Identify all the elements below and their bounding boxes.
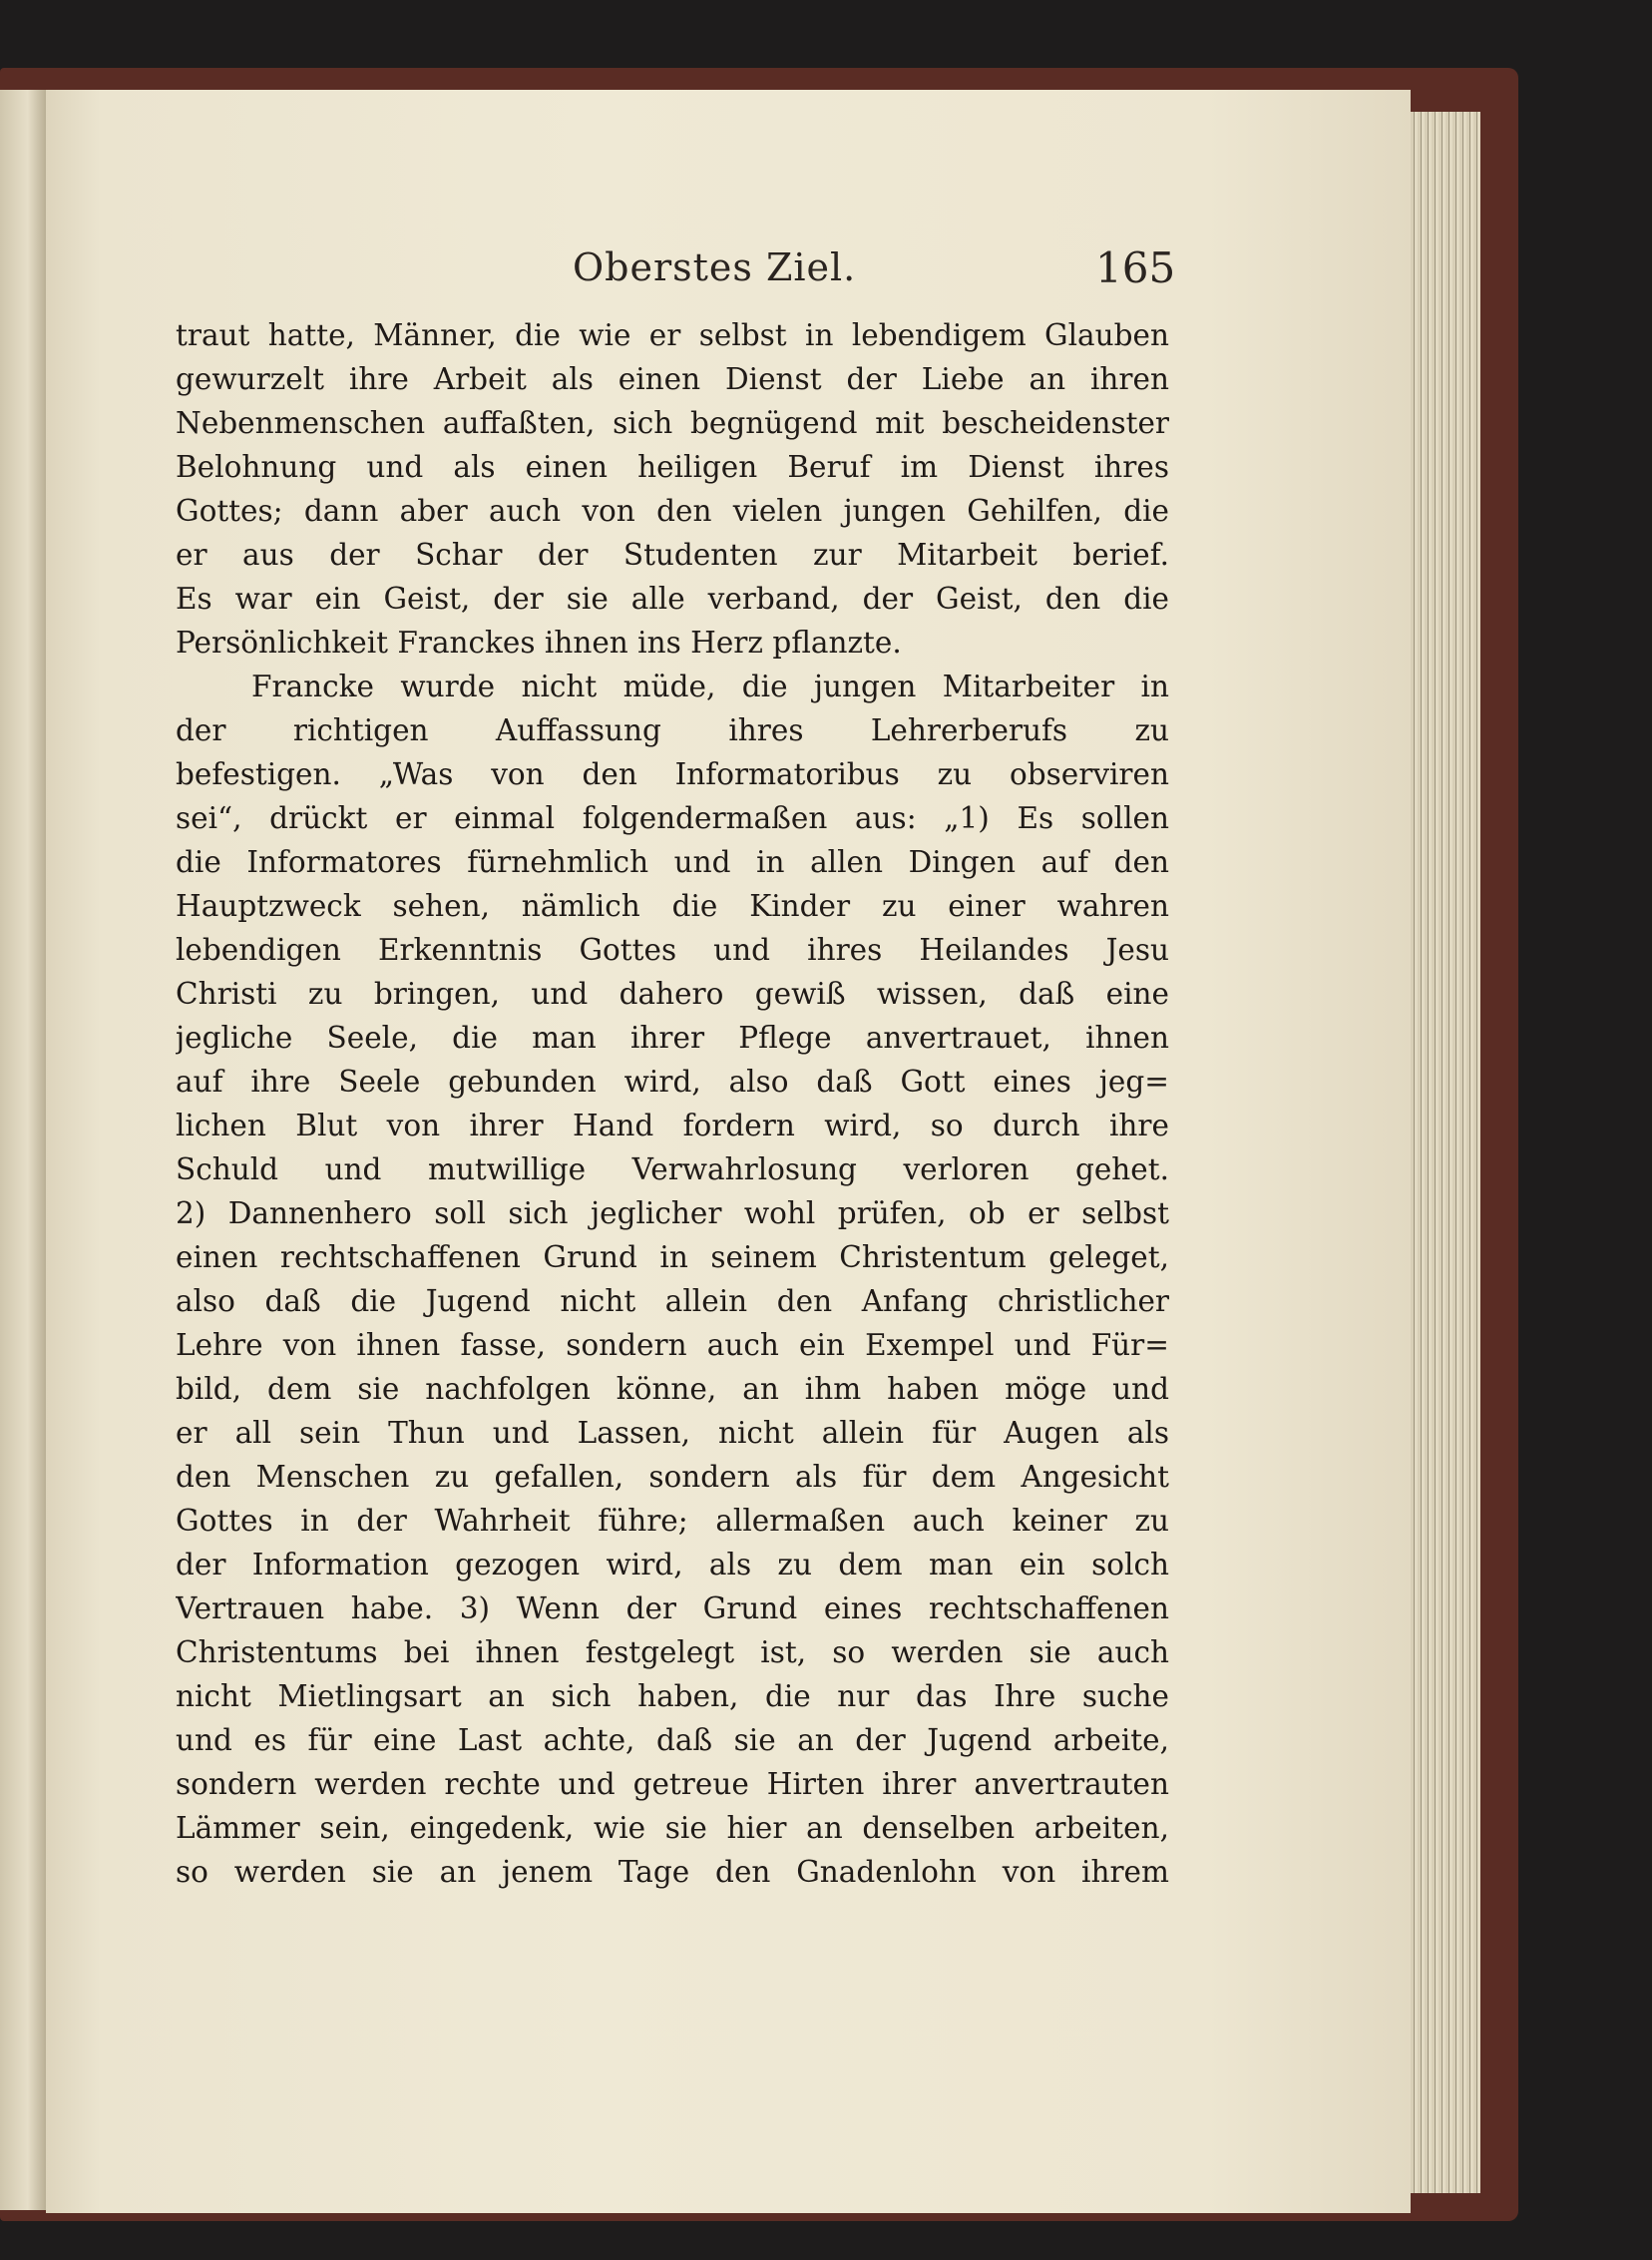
running-head: [0, 237, 1652, 297]
left-page-edge: [0, 90, 46, 2210]
text-line: traut hatte, Männer, die wie er selbst in lebendigem Glauben: [176, 318, 1169, 352]
text-line: Gottes; dann aber auch von den vielen jungen Gehilfen, die: [176, 494, 1169, 528]
text-line: einen rechtschaffenen Grund in seinem Christentum geleget,: [176, 1240, 1169, 1274]
text-line: so werden sie an jenem Tage den Gnadenlohn von ihrem: [176, 1855, 1169, 1889]
text-line: sondern werden rechte und getreue Hirten ihrer anvertrauten: [176, 1767, 1169, 1801]
text-line: und es für eine Last achte, daß sie an der Jugend arbeite,: [176, 1723, 1169, 1757]
text-line: er aus der Schar der Studenten zur Mitarbeit berief.: [176, 538, 1169, 572]
text-line: Lehre von ihnen fasse, sondern auch ein Exempel und Für=: [176, 1328, 1169, 1362]
text-line: er all sein Thun und Lassen, nicht allein für Augen als: [176, 1416, 1169, 1450]
text-line: bild, dem sie nachfolgen könne, an ihm haben möge und: [176, 1372, 1169, 1406]
text-line: Schuld und mutwillige Verwahrlosung verloren gehet.: [176, 1152, 1169, 1186]
text-line: den Menschen zu gefallen, sondern als für dem Angesicht: [176, 1460, 1169, 1494]
text-line: Vertrauen habe. 3) Wenn der Grund eines rechtschaffenen: [176, 1591, 1169, 1625]
text-line: also daß die Jugend nicht allein den Anfang christlicher: [176, 1284, 1169, 1318]
text-line: nicht Mietlingsart an sich haben, die nur das Ihre suche: [176, 1679, 1169, 1713]
text-line: Es war ein Geist, der sie alle verband, der Geist, den die: [176, 582, 1169, 616]
text-line: Christi zu bringen, und dahero gewiß wissen, daß eine: [176, 977, 1169, 1011]
text-line: Lämmer sein, eingedenk, wie sie hier an denselben arbeiten,: [176, 1811, 1169, 1845]
text-line: Persönlichkeit Franckes ihnen ins Herz pflanzte.: [176, 626, 902, 660]
text-line: der Information gezogen wird, als zu dem man ein solch: [176, 1548, 1169, 1582]
text-line: der richtigen Auffassung ihres Lehrerberufs zu: [176, 713, 1169, 747]
text-line: Nebenmenschen auffaßten, sich begnügend mit bescheidenster: [176, 406, 1169, 440]
text-line: Belohnung und als einen heiligen Beruf im Dienst ihres: [176, 450, 1169, 484]
text-line: Francke wurde nicht müde, die jungen Mitarbeiter in: [251, 670, 1169, 703]
text-line: 2) Dannenhero soll sich jeglicher wohl prüfen, ob er selbst: [176, 1196, 1169, 1230]
text-line: lichen Blut von ihrer Hand fordern wird, so durch ihre: [176, 1109, 1169, 1142]
text-line: auf ihre Seele gebunden wird, also daß Gott eines jeg=: [176, 1065, 1169, 1099]
text-line: gewurzelt ihre Arbeit als einen Dienst der Liebe an ihren: [176, 362, 1169, 396]
running-head-title: Oberstes Ziel.: [573, 245, 857, 289]
text-line: Hauptzweck sehen, nämlich die Kinder zu einer wahren: [176, 889, 1169, 923]
text-line: Christentums bei ihnen festgelegt ist, so werden sie auch: [176, 1635, 1169, 1669]
text-line: lebendigen Erkenntnis Gottes und ihres Heilandes Jesu: [176, 933, 1169, 967]
body-text: [176, 313, 1169, 1894]
text-line: befestigen. „Was von den Informatoribus zu observiren: [176, 757, 1169, 791]
text-line: sei“, drückt er einmal folgendermaßen aus: „1) Es sollen: [176, 801, 1169, 835]
text-line: jegliche Seele, die man ihrer Pflege anvertrauet, ihnen: [176, 1021, 1169, 1055]
text-line: Gottes in der Wahrheit führe; allermaßen auch keiner zu: [176, 1504, 1169, 1538]
page-number: 165: [1095, 243, 1176, 292]
text-line: die Informatores fürnehmlich und in allen Dingen auf den: [176, 845, 1169, 879]
page-stack-edge: [1411, 112, 1480, 2193]
